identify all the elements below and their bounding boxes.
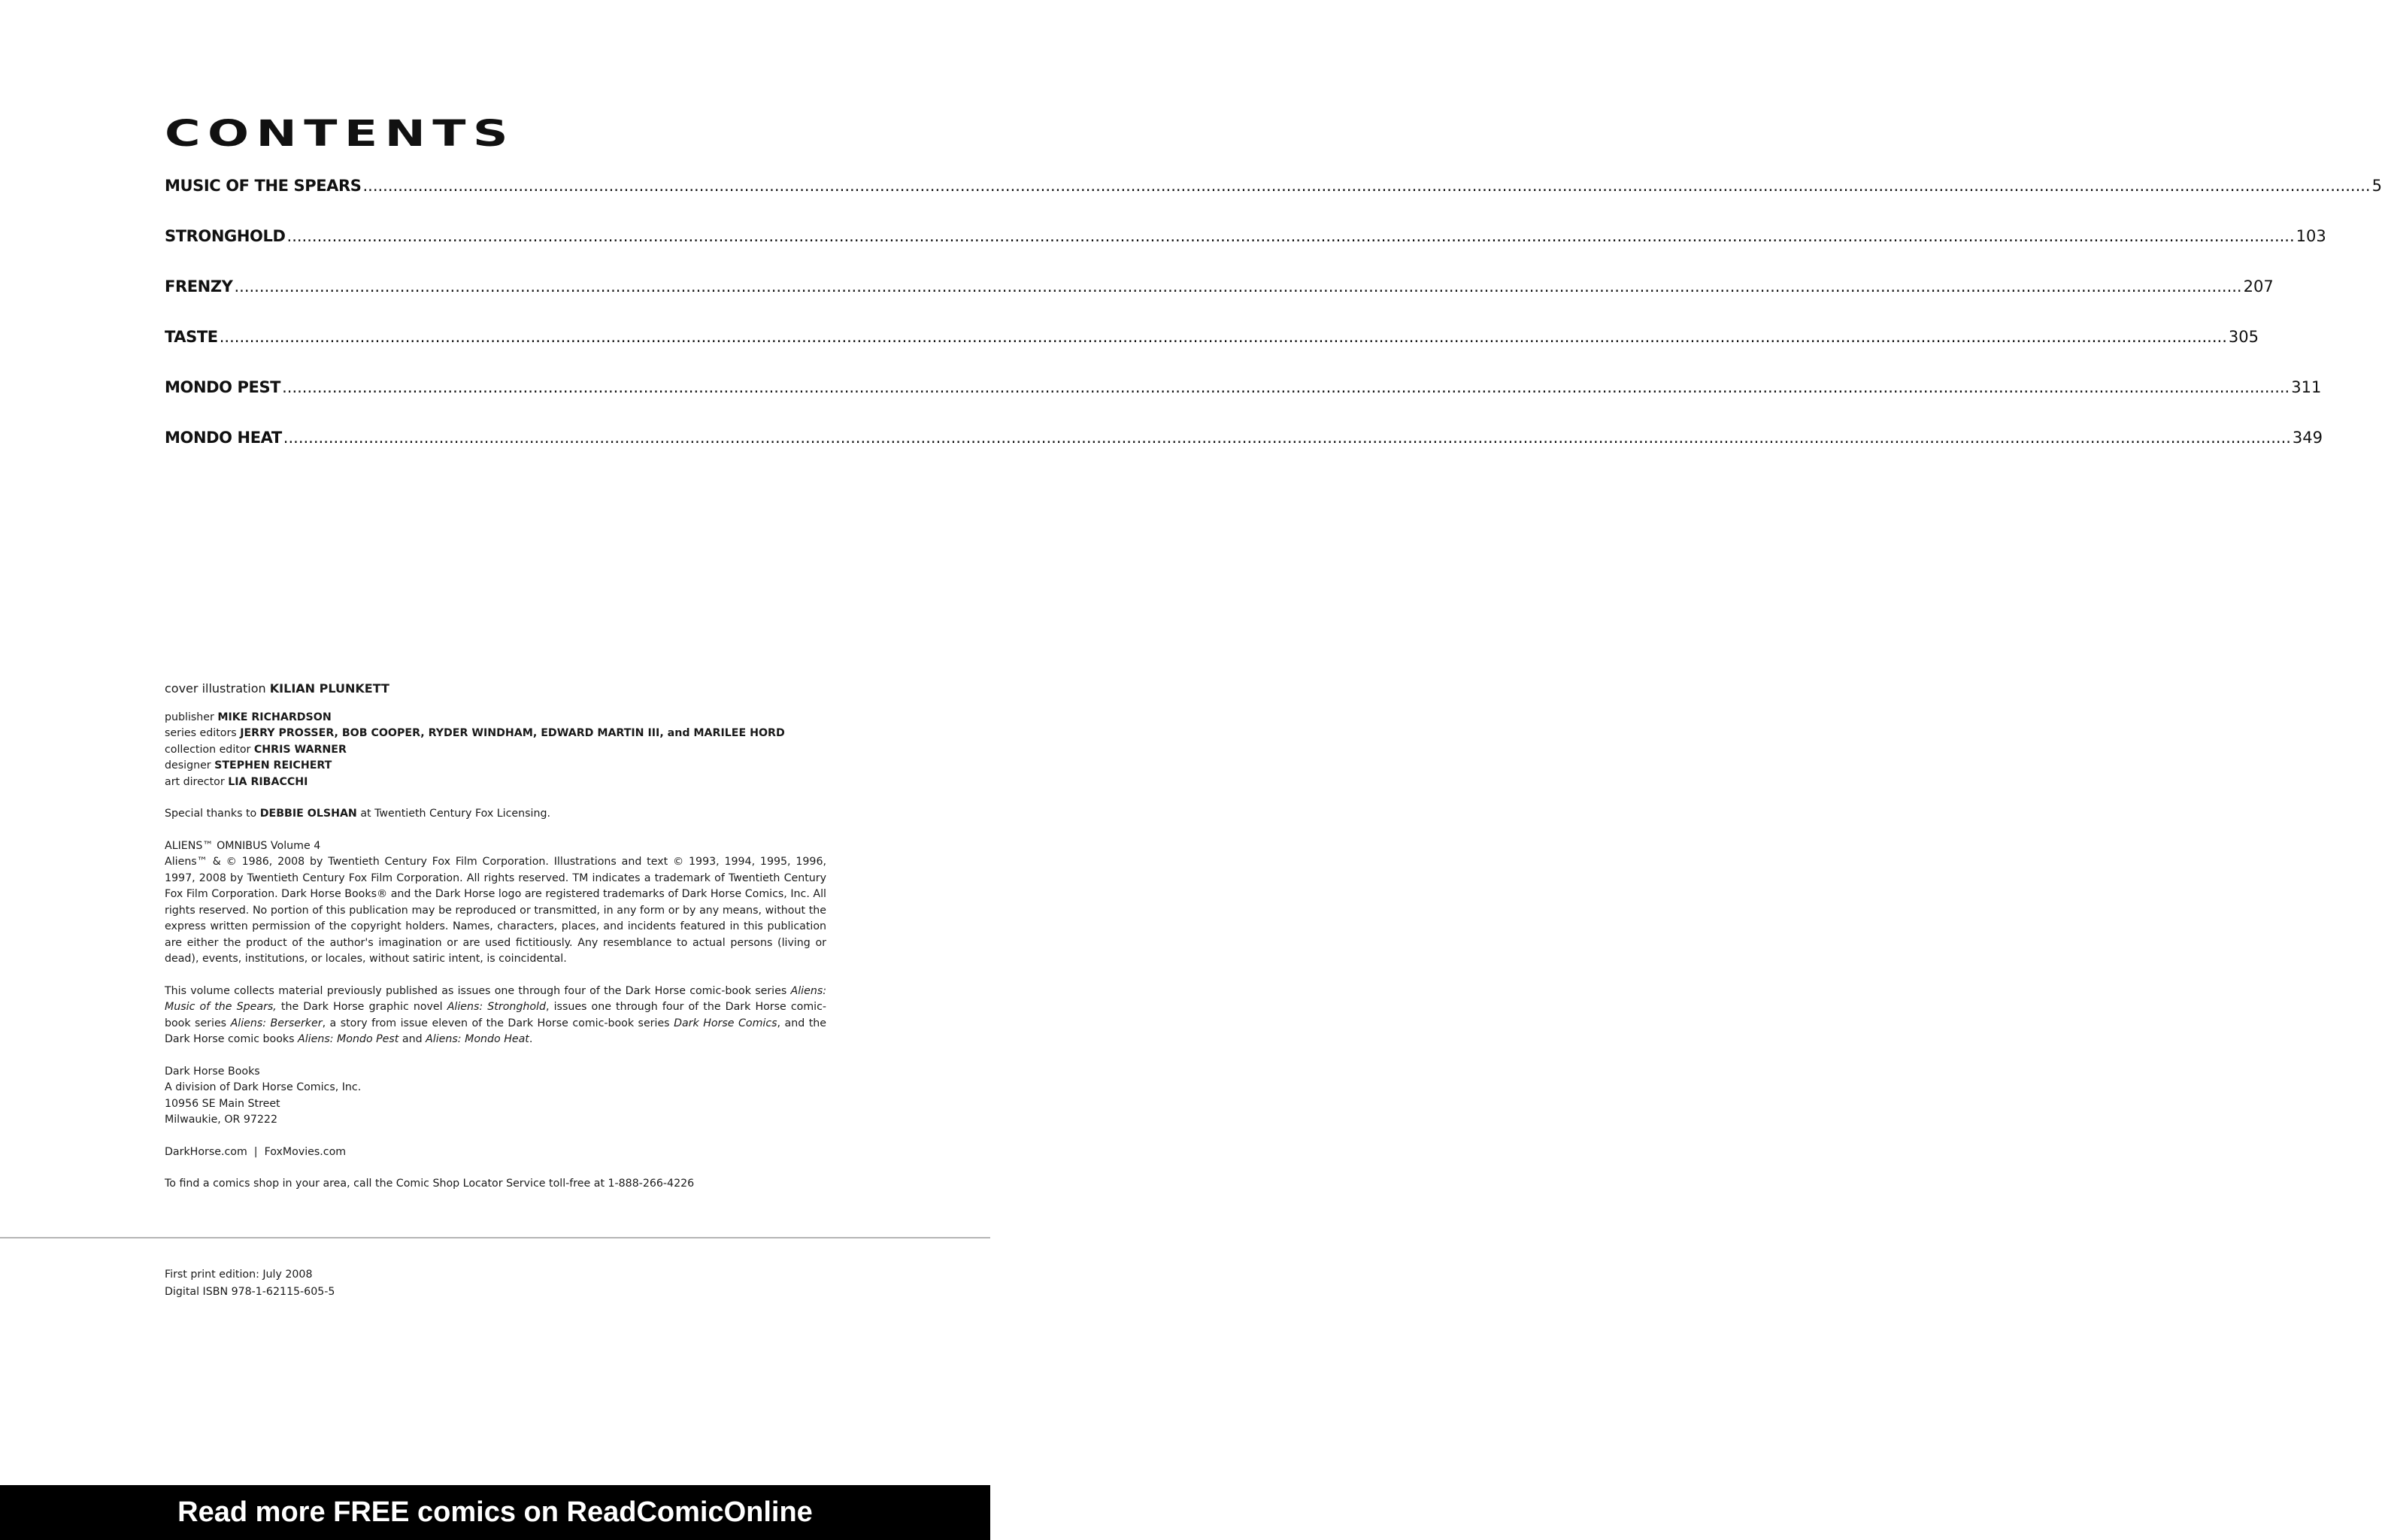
shop-locator: To find a comics shop in your area, call the Comic Shop Locator Service toll-free at 1-888-266-4226 [165, 1178, 695, 1190]
toc-leader-dots: ................................................................................................................................................................................................................................................................................................................................................................................................................ [282, 378, 2290, 396]
toc-entry [165, 429, 2323, 479]
contents-heading: CONTENTS [165, 113, 516, 155]
address-line: Dark Horse Books [165, 1065, 260, 1078]
toc-entry-page: 305 [2228, 328, 2259, 346]
digital-isbn: Digital ISBN 978-1-62115-605-5 [165, 1286, 335, 1298]
credit-name: JERRY PROSSER, BOB COOPER, RYDER WINDHAM, EDWARD MARTIN III, and MARILEE HORD [240, 727, 785, 739]
toc-entry [165, 277, 2274, 328]
toc-entry-title: STRONGHOLD [165, 227, 286, 245]
credits-block [165, 681, 826, 1193]
toc-leader-dots: ................................................................................................................................................................................................................................................................................................................................................................................................................ [219, 328, 2227, 346]
toc-entry-title: MUSIC OF THE SPEARS [165, 177, 362, 195]
toc-entry-page: 207 [2243, 277, 2274, 296]
toc-entry [165, 227, 2326, 277]
toc-leader-dots: ................................................................................................................................................................................................................................................................................................................................................................................................................ [234, 277, 2242, 296]
credit-designer [165, 758, 826, 775]
toc-entry-page: 311 [2291, 378, 2322, 396]
credit-label: art director [165, 775, 225, 788]
websites: DarkHorse.com | FoxMovies.com [165, 1145, 347, 1158]
toc-entry-page: 5 [2371, 177, 2382, 195]
credit-name: LIA RIBACCHI [228, 775, 308, 788]
credit-label: cover illustration [165, 681, 266, 696]
credit-label: collection editor [165, 743, 251, 756]
credit-collection-editor [165, 742, 826, 759]
toc-entry-title: FRENZY [165, 277, 233, 296]
toc-leader-dots: ................................................................................................................................................................................................................................................................................................................................................................................................................ [362, 177, 2371, 195]
toc-entry [165, 177, 2382, 227]
credit-label: publisher [165, 711, 214, 723]
first-print-edition: First print edition: July 2008 [165, 1269, 313, 1281]
credit-name: MIKE RICHARDSON [217, 711, 332, 723]
toc-entry-page: 103 [2296, 227, 2326, 245]
credit-series-editors [165, 726, 826, 742]
table-of-contents [165, 177, 2382, 479]
toc-entry-title: MONDO PEST [165, 378, 281, 396]
collection-note: This volume collects material previously published as issues one through four of the Dark Horse comic-book series Aliens: Music of the Spears, the Dark Horse graphic novel Aliens: Stronghold, issues one through four of the Dark Horse comic-book series Aliens: Berserker, a story from issue eleven of the Dark Horse comic-book series Dark Horse Comics, and the Dark Horse comic books Aliens: Mondo Pest and Aliens: Mondo Heat. [165, 984, 827, 1045]
credit-publisher [165, 710, 826, 726]
toc-entry-page: 349 [2292, 429, 2323, 447]
copyright-notice: Aliens™ & © 1986, 2008 by Twentieth Century Fox Film Corporation. Illustrations and text © 1993, 1994, 1995, 1996, 1997, 2008 by Twentieth Century Fox Film Corporation. All rights reserved. TM indicates a trademark of Twentieth Century Fox Film Corporation. Dark Horse Books® and the Dark Horse logo are registered trademarks of Dark Horse Comics, Inc. All rights reserved. No portion of this publication may be reproduced or transmitted, in any form or by any means, without the express written permission of the copyright holders. Names, characters, places, and incidents featured in this publication are either the product of the author's imagination or are used fictitiously. Any resemblance to actual persons (living or dead), events, institutions, or locales, without satiric intent, is coincidental. [165, 856, 826, 965]
toc-entry [165, 328, 2259, 378]
toc-leader-dots: ................................................................................................................................................................................................................................................................................................................................................................................................................ [286, 227, 2295, 245]
toc-leader-dots: ................................................................................................................................................................................................................................................................................................................................................................................................................ [283, 429, 2291, 447]
address-line: A division of Dark Horse Comics, Inc. [165, 1081, 362, 1093]
divider [0, 1237, 990, 1238]
credit-label: series editors [165, 727, 237, 739]
credit-name: KILIAN PLUNKETT [269, 681, 389, 696]
address-line: 10956 SE Main Street [165, 1097, 280, 1110]
credit-name: CHRIS WARNER [253, 743, 347, 756]
credit-cover [165, 681, 826, 697]
special-thanks: Special thanks to DEBBIE OLSHAN at Twentieth Century Fox Licensing. [165, 808, 550, 820]
toc-entry-title: MONDO HEAT [165, 429, 282, 447]
promo-banner-text[interactable]: Read more FREE comics on ReadComicOnline [177, 1496, 813, 1528]
edition-info [165, 1266, 335, 1301]
toc-entry-title: TASTE [165, 328, 218, 346]
toc-entry [165, 378, 2322, 429]
credit-art-director [165, 775, 826, 791]
promo-banner[interactable] [0, 1485, 990, 1540]
credit-label: designer [165, 759, 211, 772]
credit-name: STEPHEN REICHERT [214, 759, 332, 772]
volume-title: ALIENS™ OMNIBUS Volume 4 [165, 839, 321, 852]
address-line: Milwaukie, OR 97222 [165, 1114, 277, 1126]
